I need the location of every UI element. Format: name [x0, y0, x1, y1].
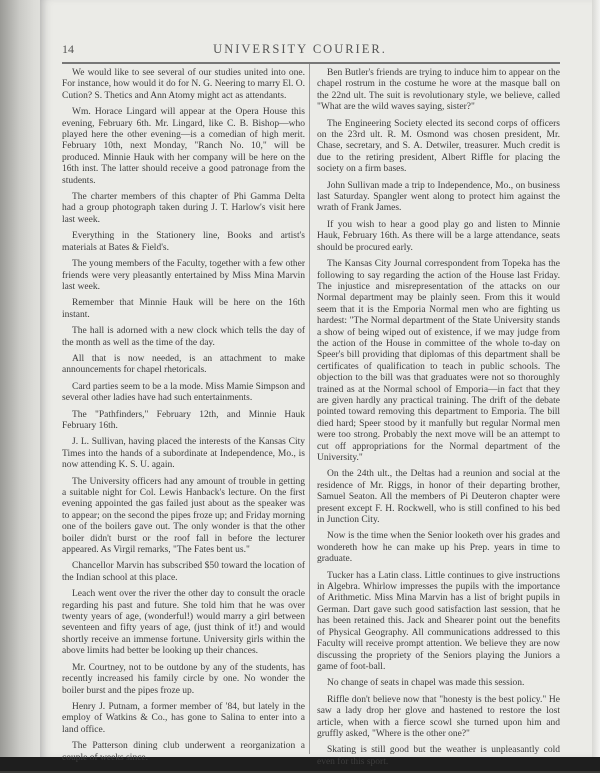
paragraph: Skating is still good but the weather is unpleasantly cold even for this sport. — [317, 745, 560, 767]
paragraph: Ben Butler's friends are trying to induce him to appear on the chapel rostrum in the costume he wore at the masque ball on the 22nd ult. The suit is revolutionary style, we believe, called "What are the wild waves saying, sister?" — [317, 68, 560, 113]
paragraph: Chancellor Marvin has subscribed $50 toward the location of the Indian school at this place. — [62, 561, 305, 583]
paragraph: Wm. Horace Lingard will appear at the Opera House this evening, February 6th. Mr. Lingard, like C. B. Bishop—who played here the other evening—is a comedian of high merit. February 10th, next Monday, "Ranch No. 10," will be produced. Minnie Hauk with her company will be here on the 16th inst. The latter should receive a good patronage from the students. — [62, 107, 305, 186]
paragraph: The charter members of this chapter of Phi Gamma Delta had a group photograph taken during J. T. Harlow's visit here last week. — [62, 192, 305, 225]
paragraph: J. L. Sullivan, having placed the interests of the Kansas City Times into the hands of a subordinate at Independence, Mo., is now attending K. S. U. again. — [62, 437, 305, 471]
paragraph: Tucker has a Latin class. Little continues to give instructions in Algebra. Whirlow impresses the pupils with the importance of Arithmetic. Miss Mina Marvin has a list of bright pupils in German. Dart gave such good satisfaction last session, that he has been retained this. Jack and Shearer point out the benefits of Physical Geography. All communications addressed to this Faculty will receive prompt attention. We believe they are now discussing the propriety of the Seniors playing the Juniors a game of foot-ball. — [317, 570, 560, 672]
right-column — [317, 68, 560, 773]
paragraph: Everything in the Stationery line, Books and artist's materials at Bates & Field's. — [62, 231, 305, 253]
paragraph: If you wish to hear a good play go and listen to Minnie Hauk, February 16th. As there will be a large attendance, seats should be procured early. — [317, 219, 560, 253]
left-column — [62, 68, 305, 769]
paragraph: Now is the time when the Senior looketh over his grades and wondereth how he can make up his Prep. years in time to graduate. — [317, 531, 560, 565]
paragraph: The Engineering Society elected its second corps of officers on the 23rd ult. R. M. Osmond was chosen president, Mr. Chase, secretary, and S. A. Detwiler, treasurer. Much credit is due to the retiring president, Albert Riffle for placing the society on a firm bases. — [317, 118, 560, 175]
paragraph: Leach went over the river the other day to consult the oracle regarding his past and future. She told him that he was over twenty years of age, (wonderful!) would marry a girl between seventeen and fifty years of age, (just think of it!) and would shortly receive an immense fortune. University girls within the above limits had better be looking up their chances. — [62, 589, 305, 657]
paragraph: Riffle don't believe now that "honesty is the best policy." He saw a lady drop her glove and hastened to restore the lost article, when with a fierce scowl she turned upon him and gruffly asked, "Where is the other one?" — [317, 694, 560, 739]
paragraph: John Sullivan made a trip to Independence, Mo., on business last Saturday. Spangler went along to protect him against the wrath of Frank James. — [317, 180, 560, 214]
paragraph: The hall is adorned with a new clock which tells the day of the month as well as the time of the day. — [62, 326, 305, 348]
paragraph: The young members of the Faculty, together with a few other friends were very pleasantly entertained by Miss Mina Marvin last week. — [62, 259, 305, 292]
paragraph: Henry J. Putnam, a former member of '84, but lately in the employ of Watkins & Co., has gone to Salina to enter into a land office. — [62, 701, 305, 735]
header-rule — [62, 62, 560, 64]
paragraph: Card parties seem to be a la mode. Miss Mamie Simpson and several other ladies have had such entertainments. — [62, 381, 305, 404]
page-edge — [592, 0, 600, 771]
paragraph: The Kansas City Journal correspondent from Topeka has the following to say regarding the action of the House last Friday. The injustice and misrepresentation of the attacks on our Normal department may be plainly seen. From this it would seem that it is the Emporia Normal men who are fighting us hardest: "The Normal department of the State University stands a show of being wiped out of existence, if we may judge from the action of the House in committee of the whole to-day on Speer's bill providing that diplomas of this department shall be certificates of qualification to teach in public schools. The objection to the bill was that graduates were not so thoroughly trained as at the Normal school of Emporia—in fact that they are given hardly any practical training. The drift of the debate pointed toward removing this department to Emporia. The bill died hard; Speer stood by it manfully but regular Normal men were too strong. Probably the next move will be an attempt to cut off appropriations for the Normal department of the University." — [317, 259, 560, 463]
paragraph: The "Pathfinders," February 12th, and Minnie Hauk February 16th. — [62, 409, 305, 431]
paragraph: On the 24th ult., the Deltas had a reunion and social at the residence of Mr. Riggs, in honor of their departing brother, Samuel Seaton. All the members of Pi Deuteron chapter were present except F. H. Rockwell, who is still confined to his bed in Junction City. — [317, 469, 560, 526]
paragraph: All that is now needed, is an attachment to make announcements for chapel rhetoricals. — [62, 353, 305, 376]
paragraph: Remember that Minnie Hauk will be here on the 16th instant. — [62, 298, 305, 320]
running-head: UNIVERSITY COURIER. — [213, 42, 387, 56]
column-divider — [309, 64, 310, 754]
paragraph: No change of seats in chapel was made this session. — [327, 678, 525, 689]
page-number: 14 — [62, 42, 74, 56]
paragraph: The Patterson dining club underwent a reorganization a couple of weeks since. — [62, 741, 305, 763]
paragraph: Mr. Courtney, not to be outdone by any of the students, has recently increased his family circle by one. No wonder the boiler burst and the pipes froze up. — [62, 662, 305, 696]
paragraph: The University officers had any amount of trouble in getting a suitable night for Col. Lewis Hanback's lecture. On the first evening appointed the gas failed just about as the speaker was to appear; on the second the pipes froze up; and Friday morning one of the boilers gave out. The only wonder is that the other boiler didn't burst or the roof fall in before the lecturer appeared. As Virgil remarks, "The Fates bent us." — [62, 476, 305, 556]
paragraph: We would like to see several of our studies united into one. For instance, how would it do for N. G. Neering to marry El. O. Cution? S. Thetics and Ann Atomy might act as attendants. — [62, 68, 305, 101]
